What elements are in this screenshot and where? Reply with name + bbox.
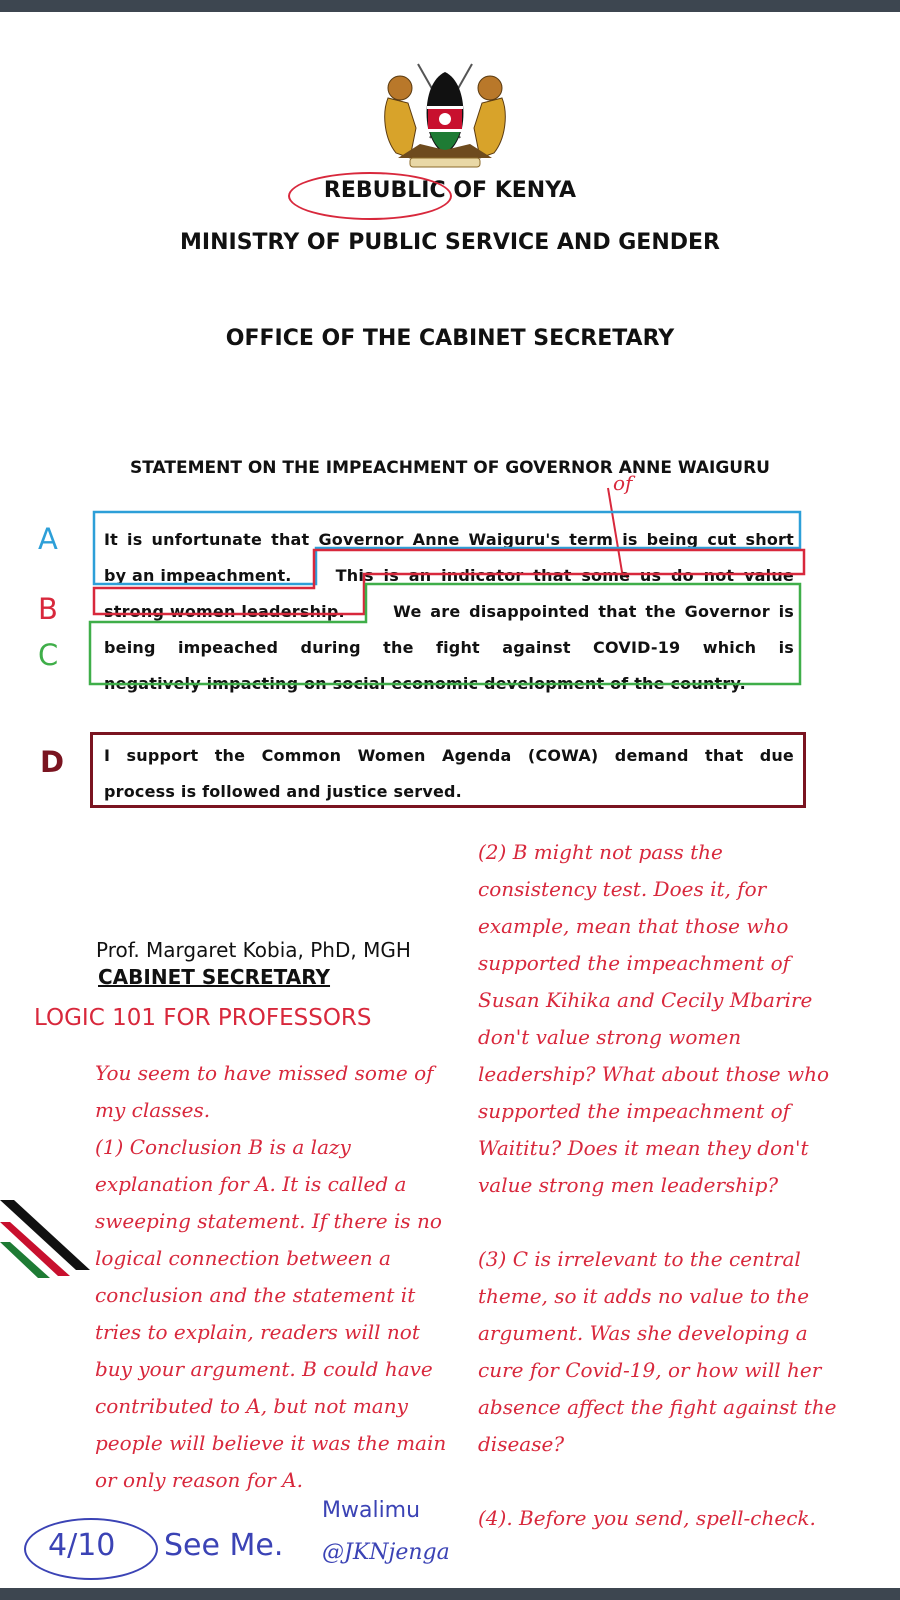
critique-right-line: (3) C is irrelevant to the central (478, 1247, 801, 1271)
critique-right-line: theme, so it adds no value to the (478, 1284, 810, 1308)
critique-right-line: (2) B might not pass the (478, 840, 723, 864)
statement-line-2a: by an impeachment. (104, 566, 292, 585)
statement-d-line-1: I support the Common Women Agenda (COWA) demand that due (104, 746, 794, 765)
republic-rest: OF KENYA (453, 178, 577, 203)
flag-stripes-decoration (0, 1200, 90, 1290)
critique-right-line: supported the impeachment of (478, 1099, 791, 1123)
statement-line-5: negatively impacting on social economic development of the country. (104, 674, 746, 693)
critique-left-line: contributed to A, but not many (95, 1394, 408, 1418)
critique-right-line: leadership? What about those who (478, 1062, 830, 1086)
coat-of-arms-emblem (380, 58, 510, 170)
critique-left-line: people will believe it was the main (95, 1431, 447, 1455)
statement-line-3b: We are disappointed that the Governor is (393, 602, 794, 621)
critique-left-line: sweeping statement. If there is no (95, 1209, 442, 1233)
teacher-handle: @JKNjenga (322, 1540, 450, 1565)
spell-check-note: (4). Before you send, spell-check. (478, 1506, 816, 1530)
office-heading: OFFICE OF THE CABINET SECRETARY (225, 326, 675, 351)
statement-line-2b: This is an indicator that some us do not value (335, 566, 794, 585)
box-c-outline (84, 578, 814, 688)
critique-right-line: value strong men leadership? (478, 1173, 779, 1197)
grade-score: 4/10 (48, 1528, 116, 1563)
critique-left-line: logical connection between a (95, 1246, 391, 1270)
statement-title: STATEMENT ON THE IMPEACHMENT OF GOVERNOR ANNE WAIGURU (130, 458, 770, 478)
insertion-note: of (613, 471, 633, 495)
ministry-heading: MINISTRY OF PUBLIC SERVICE AND GENDER (180, 230, 720, 255)
label-c: C (38, 638, 59, 672)
grade-comment: See Me. (164, 1528, 284, 1563)
critique-left-column (95, 1055, 475, 1499)
label-d: D (40, 745, 65, 779)
critique-right-line: don't value strong women (478, 1025, 742, 1049)
critique-right-line: supported the impeachment of (478, 951, 791, 975)
statement-d-line-2: process is followed and justice served. (104, 782, 462, 801)
critique-left-line: conclusion and the statement it (95, 1283, 416, 1307)
critique-left-line: explanation for A. It is called a (95, 1172, 407, 1196)
critique-heading: LOGIC 101 FOR PROFESSORS (34, 1005, 372, 1031)
statement-line-3a: strong women leadership. (104, 602, 345, 621)
statement-line-4: being impeached during the fight against COVID-19 which is (104, 638, 794, 657)
critique-left-line: (1) Conclusion B is a lazy (95, 1135, 351, 1159)
signatory-role: CABINET SECRETARY (98, 965, 331, 989)
critique-right-line: absence affect the fight against the (478, 1395, 837, 1419)
critique-left-line: tries to explain, readers will not (95, 1320, 420, 1344)
top-bar (0, 0, 900, 12)
critique-left-line: buy your argument. B could have (95, 1357, 433, 1381)
label-b: B (38, 592, 58, 626)
label-a: A (38, 522, 58, 556)
critique-right-line: example, mean that those who (478, 914, 789, 938)
critique-right-line: Waititu? Does it mean they don't (478, 1136, 809, 1160)
statement-line-1: It is unfortunate that Governor Anne Waiguru's term is being cut short (104, 530, 794, 549)
republic-word: REBUBLIC (323, 178, 446, 203)
critique-right-line: disease? (478, 1432, 565, 1456)
critique-left-line: or only reason for A. (95, 1468, 303, 1492)
statement-d (104, 738, 794, 810)
critique-right-line: argument. Was she developing a (478, 1321, 808, 1345)
critique-right-line: cure for Covid-19, or how will her (478, 1358, 822, 1382)
critique-right-column (478, 834, 888, 1463)
critique-right-line: Susan Kihika and Cecily Mbarire (478, 988, 813, 1012)
critique-left-line: my classes. (95, 1098, 211, 1122)
critique-left-line: You seem to have missed some of (95, 1061, 434, 1085)
teacher-name: Mwalimu (322, 1498, 421, 1523)
signatory-name: Prof. Margaret Kobia, PhD, MGH (96, 938, 411, 962)
bottom-bar (0, 1588, 900, 1600)
spelling-error-circle (288, 172, 452, 220)
critique-right-line (478, 1204, 888, 1241)
critique-right-line: consistency test. Does it, for (478, 877, 767, 901)
